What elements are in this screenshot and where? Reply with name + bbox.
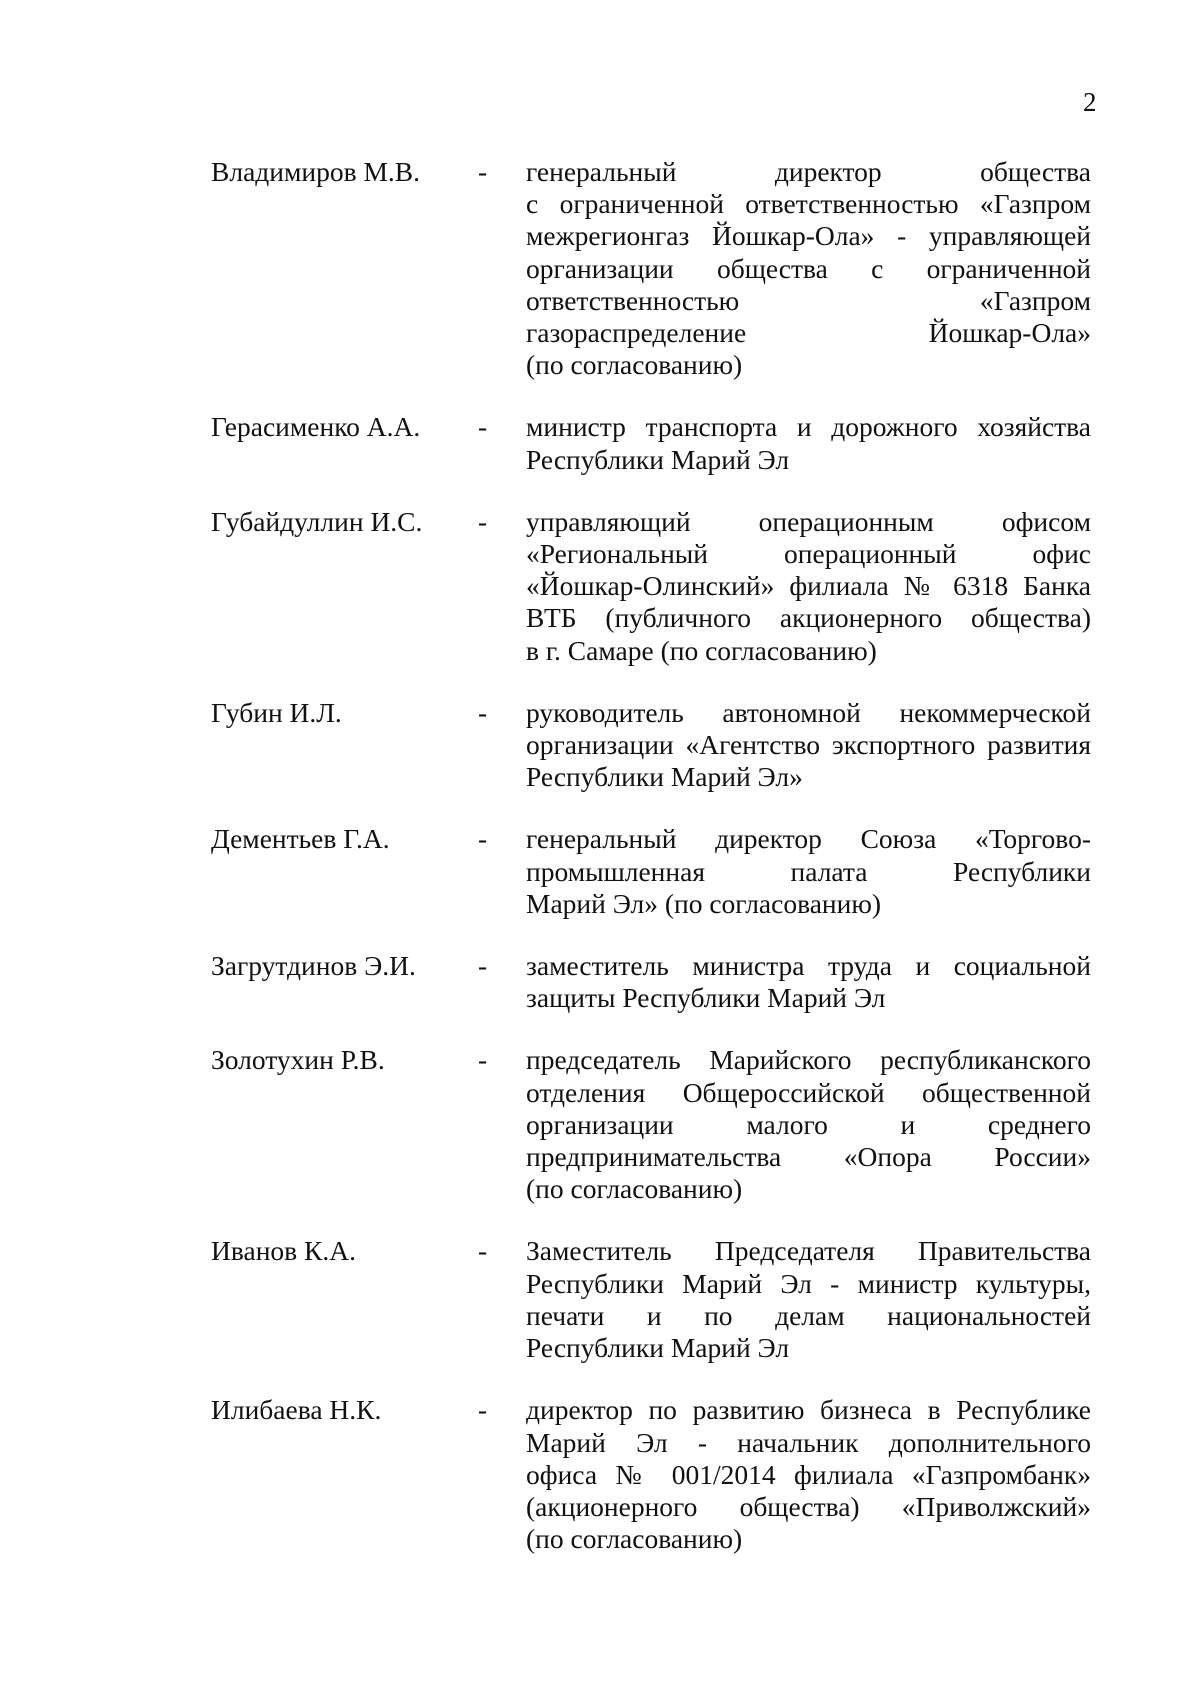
- list-item: [211, 697, 1091, 794]
- position-line: председатель Марийского республиканского: [526, 1044, 1091, 1076]
- member-name: Дементьев Г.А.: [211, 823, 390, 855]
- member-name: Владимиров М.В.: [211, 156, 421, 187]
- member-name: Иванов К.А.: [211, 1235, 356, 1267]
- member-position: [526, 950, 1091, 1014]
- position-line: «Региональный операционный офис: [526, 538, 1091, 570]
- list-item: [211, 506, 1091, 667]
- position-line: межрегионгаз Йошкар-Ола» - управляющей: [526, 220, 1091, 252]
- position-line: (по согласованию): [526, 1173, 743, 1205]
- dash-separator: -: [478, 411, 488, 443]
- dash-separator: -: [478, 823, 488, 855]
- list-item: [211, 823, 1091, 920]
- position-line: газораспределение Йошкар-Ола»: [526, 317, 1091, 349]
- list-item: [211, 950, 1091, 1014]
- position-line: ВТБ (публичного акционерного общества): [526, 602, 1091, 634]
- position-line: (по согласованию): [526, 1523, 743, 1555]
- position-line: генеральный директор общества: [526, 156, 1091, 187]
- position-line: в г. Самаре (по согласованию): [526, 634, 877, 666]
- dash-separator: -: [478, 505, 488, 537]
- position-line: (по согласованию): [526, 349, 743, 381]
- position-line: офиса № 001/2014 филиала «Газпромбанк»: [526, 1458, 1091, 1490]
- position-line: руководитель автономной некоммерческой: [526, 696, 1091, 728]
- position-line: предпринимательства «Опора России»: [526, 1141, 1091, 1173]
- dash-separator: -: [478, 950, 488, 982]
- dash-separator: -: [478, 696, 488, 728]
- position-line: Республики Марий Эл»: [526, 761, 803, 793]
- position-line: директор по развитию бизнеса в Республике: [526, 1394, 1091, 1426]
- page-number: 2: [1083, 87, 1097, 117]
- position-line: с ограниченной ответственностью «Газпром: [526, 188, 1091, 220]
- list-item: [211, 1394, 1091, 1555]
- member-position: [526, 1235, 1091, 1364]
- position-line: Республики Марий Эл - министр культуры,: [526, 1267, 1091, 1299]
- position-line: Республики Марий Эл: [526, 1332, 790, 1364]
- member-name: Золотухин Р.В.: [211, 1044, 385, 1076]
- position-line: организации «Агентство экспортного развития: [526, 729, 1091, 761]
- member-position: [526, 823, 1091, 920]
- list-item: [211, 411, 1091, 475]
- member-name: Губайдуллин И.С.: [211, 505, 423, 537]
- member-name: Губин И.Л.: [211, 696, 342, 728]
- position-line: отделения Общероссийской общественной: [526, 1076, 1091, 1108]
- position-line: ответственностью «Газпром: [526, 284, 1091, 316]
- member-name: Загрутдинов Э.И.: [211, 950, 416, 982]
- position-line: министр транспорта и дорожного хозяйства: [526, 411, 1091, 443]
- position-line: промышленная палата Республики: [526, 855, 1091, 887]
- member-position: [526, 156, 1091, 381]
- position-line: организации общества с ограниченной: [526, 252, 1091, 284]
- member-position: [526, 1044, 1091, 1205]
- position-line: Республики Марий Эл: [526, 443, 790, 475]
- position-line: Марий Эл» (по согласованию): [526, 887, 882, 919]
- position-line: генеральный директор Союза «Торгово-: [526, 823, 1091, 855]
- member-list: [211, 156, 1091, 1555]
- member-name: Герасименко А.А.: [211, 411, 421, 443]
- list-item: [211, 1235, 1091, 1364]
- dash-separator: -: [478, 1044, 488, 1076]
- position-line: организации малого и среднего: [526, 1108, 1091, 1140]
- member-position: [526, 506, 1091, 667]
- position-line: (акционерного общества) «Приволжский»: [526, 1490, 1091, 1522]
- member-position: [526, 1394, 1091, 1555]
- position-line: печати и по делам национальностей: [526, 1299, 1091, 1331]
- member-position: [526, 697, 1091, 794]
- list-item: [211, 156, 1091, 381]
- dash-separator: -: [478, 1235, 488, 1267]
- position-line: «Йошкар-Олинский» филиала № 6318 Банка: [526, 570, 1091, 602]
- dash-separator: -: [478, 156, 488, 187]
- position-line: защиты Республики Марий Эл: [526, 982, 886, 1014]
- dash-separator: -: [478, 1394, 488, 1426]
- position-line: Заместитель Председателя Правительства: [526, 1235, 1091, 1267]
- position-line: Марий Эл - начальник дополнительного: [526, 1426, 1091, 1458]
- member-name: Илибаева Н.К.: [211, 1394, 382, 1426]
- position-line: управляющий операционным офисом: [526, 505, 1091, 537]
- member-position: [526, 411, 1091, 475]
- list-item: [211, 1044, 1091, 1205]
- position-line: заместитель министра труда и социальной: [526, 950, 1091, 982]
